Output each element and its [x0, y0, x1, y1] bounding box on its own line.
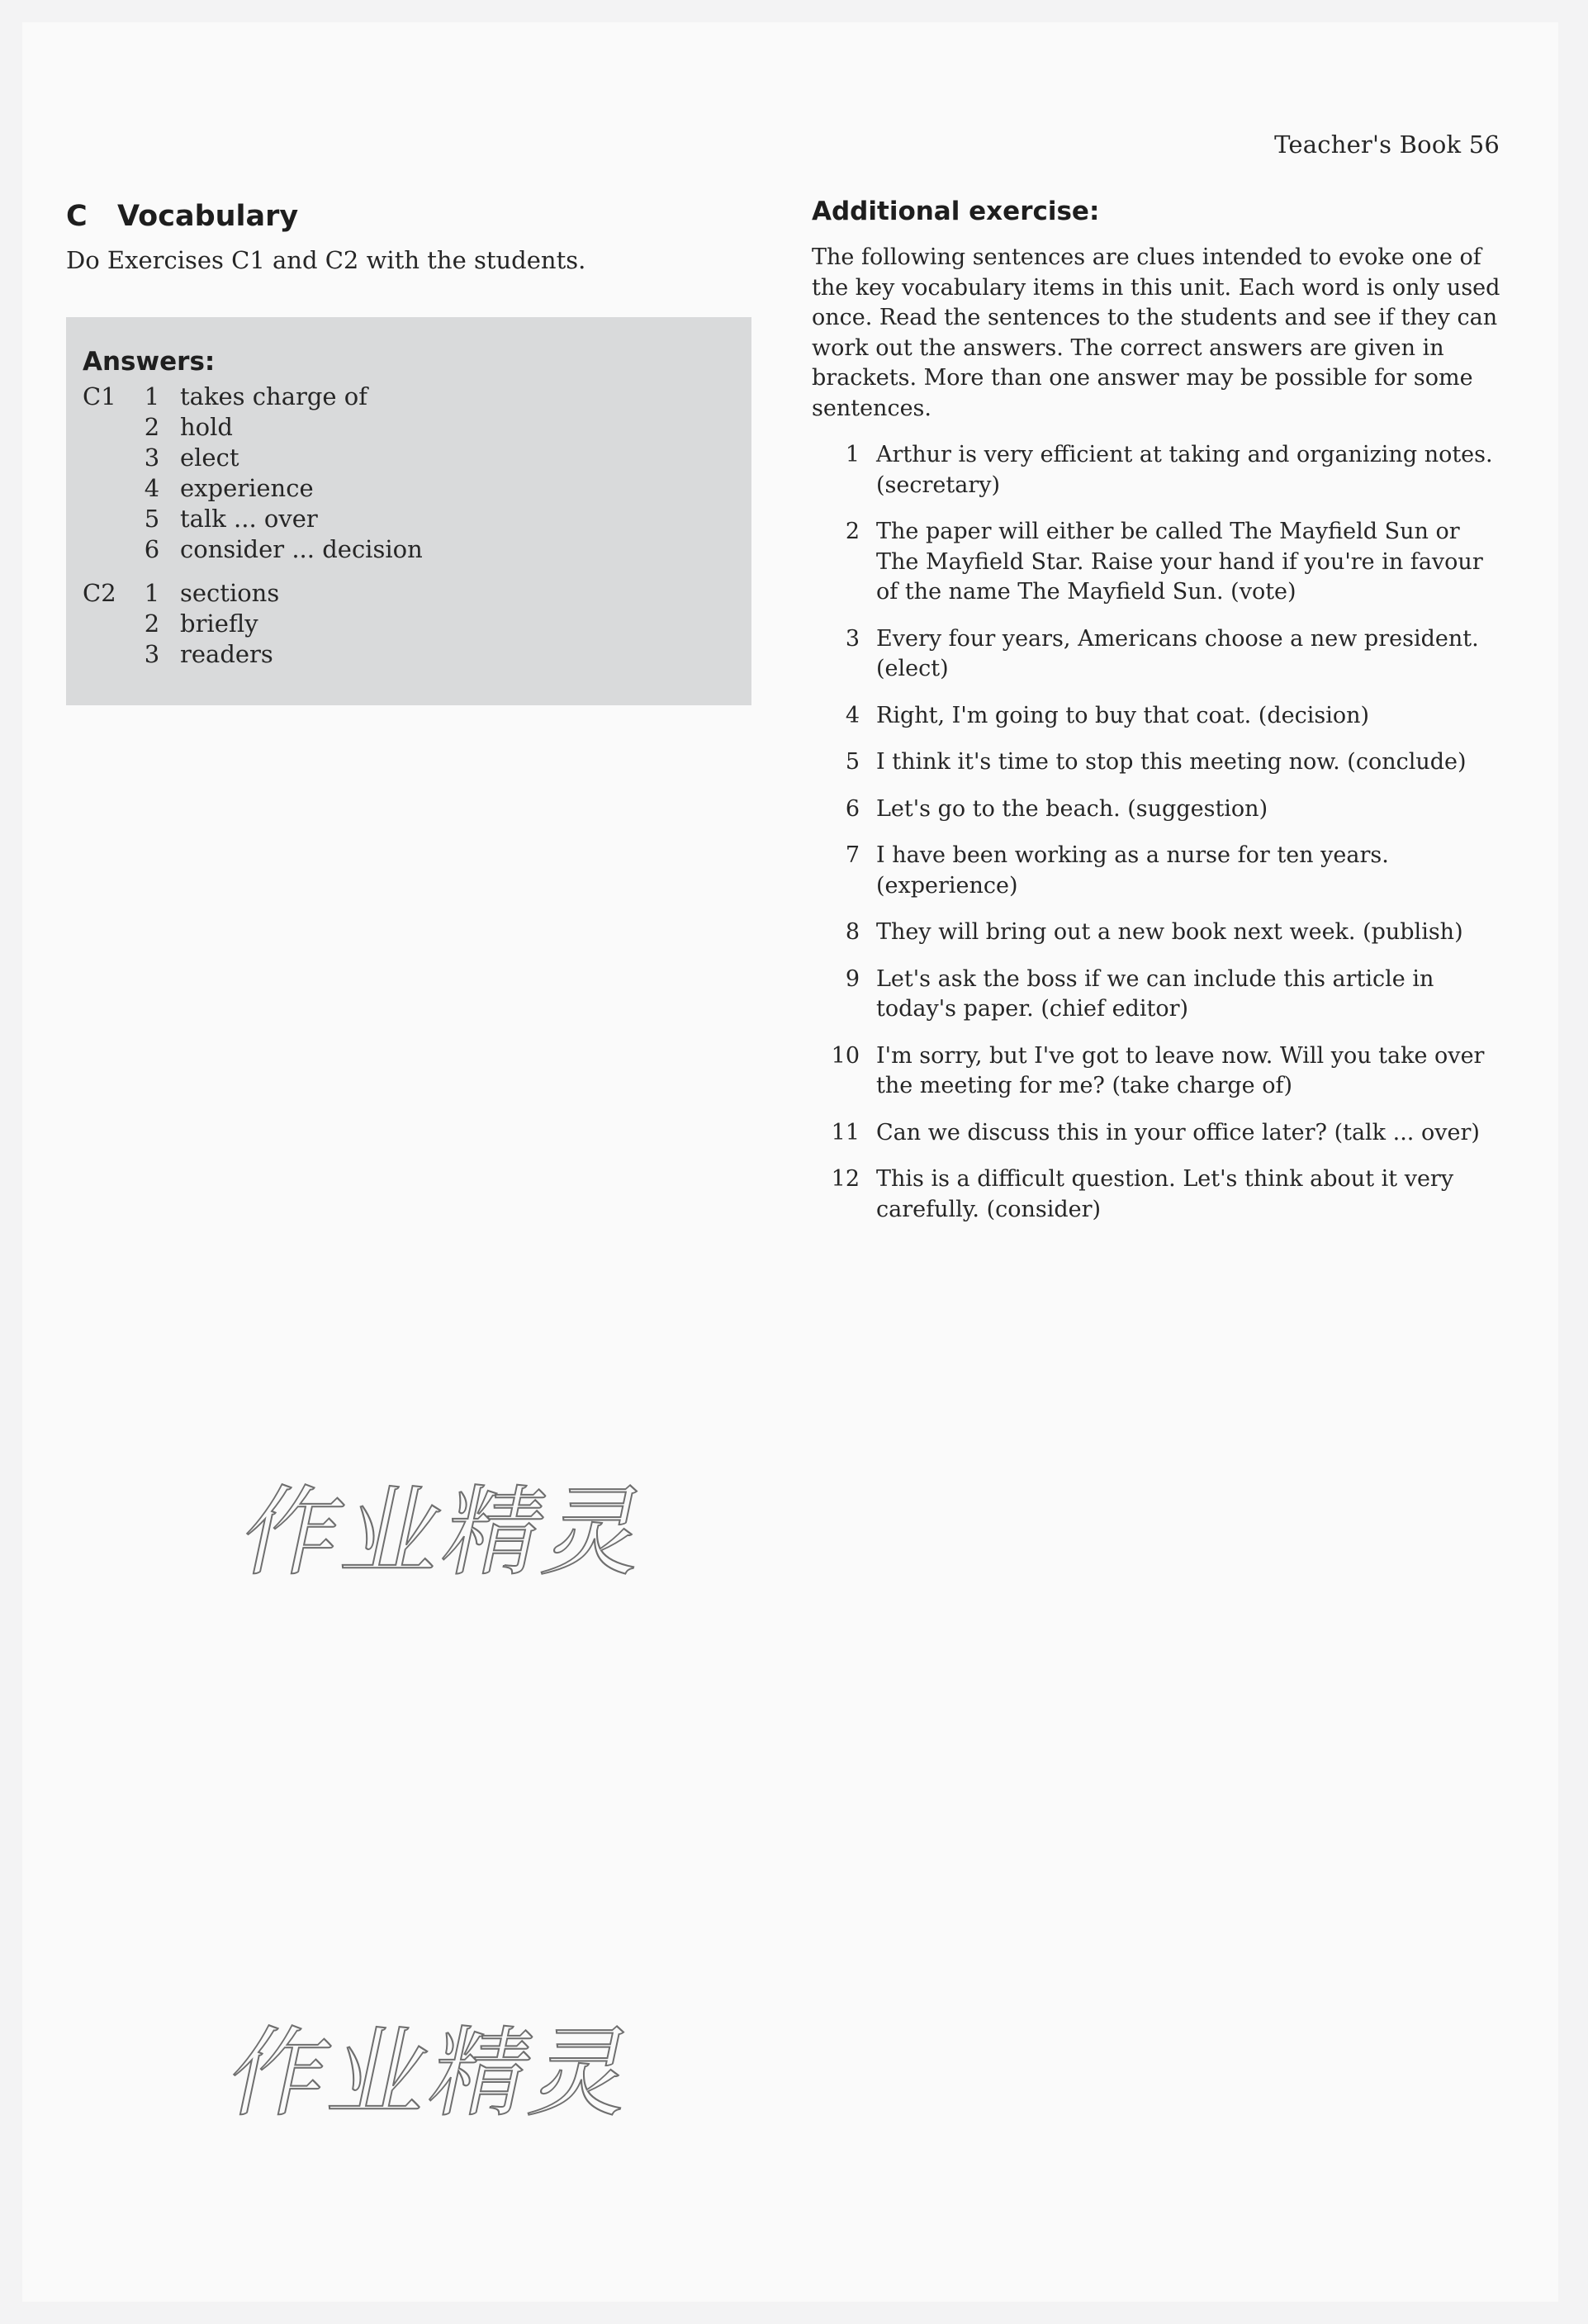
exercise-item — [812, 841, 1505, 901]
exercise-number: 6 — [845, 795, 860, 822]
answer-number: 1 — [144, 579, 160, 607]
answer-text: elect — [180, 443, 239, 472]
answer-number: 3 — [144, 443, 160, 472]
exercise-number: 9 — [845, 965, 860, 992]
exercise-number: 7 — [845, 842, 860, 868]
answer-text: sections — [180, 579, 280, 607]
answer-text: readers — [180, 640, 273, 668]
answer-text: experience — [180, 474, 314, 502]
watermark-text: 作业精灵 — [232, 1475, 660, 1589]
exercise-number: 12 — [831, 1166, 860, 1192]
exercise-number: 11 — [831, 1119, 860, 1145]
exercise-number: 10 — [831, 1042, 860, 1069]
exercise-text: Every four years, Americans choose a new president. (elect) — [876, 625, 1479, 681]
exercise-number: 8 — [845, 919, 860, 945]
answer-number: 4 — [144, 474, 160, 502]
exercise-text: Can we discuss this in your office later? (talk ... over) — [876, 1119, 1480, 1145]
answer-text: hold — [180, 413, 233, 441]
exercise-item — [812, 1164, 1505, 1225]
answer-row — [83, 578, 735, 609]
exercise-item — [812, 747, 1505, 778]
answer-row — [83, 609, 735, 639]
answer-row — [83, 504, 735, 534]
exercise-number: 1 — [845, 442, 860, 467]
exercise-number: 5 — [845, 749, 860, 775]
answer-number: 3 — [144, 640, 160, 668]
answer-row — [83, 382, 735, 412]
answer-text: takes charge of — [180, 382, 367, 410]
answer-group-c1 — [83, 382, 735, 565]
answer-row — [83, 443, 735, 473]
exercise-text: Let's ask the boss if we can include this article in today's paper. (chief editor) — [876, 965, 1434, 1022]
exercise-item — [812, 1041, 1505, 1102]
exercise-intro: The following sentences are clues intended to evoke one of the key vocabulary items in this unit. Each word is only used once. Read the sentences to the students and see if they can work out the answers. The correct answers are given in brackets. More than one answer may be possible for some sentences. — [812, 244, 1500, 421]
answer-number: 1 — [144, 382, 160, 410]
answer-number: 6 — [144, 535, 160, 563]
answer-text: briefly — [180, 609, 258, 638]
exercise-item — [812, 701, 1505, 732]
exercise-list — [812, 440, 1505, 1225]
section-heading — [66, 200, 751, 233]
section-intro: Do Exercises C1 and C2 with the students. — [66, 246, 586, 274]
exercise-text: I'm sorry, but I've got to leave now. Will you take over the meeting for me? (take charge of) — [876, 1042, 1485, 1098]
exercise-text: Arthur is very efficient at taking and organizing notes. (secretary) — [876, 442, 1493, 498]
exercise-item — [812, 624, 1505, 685]
exercise-text: They will bring out a new book next week. (publish) — [876, 919, 1463, 945]
exercise-number: 3 — [845, 625, 860, 652]
exercise-text: This is a difficult question. Let's think about it very carefully. (consider) — [876, 1166, 1454, 1222]
answer-group-c2 — [83, 578, 735, 670]
exercise-item — [812, 517, 1505, 608]
answer-number: 2 — [144, 413, 160, 441]
answers-box — [66, 317, 751, 705]
answer-text: talk ... over — [180, 505, 318, 533]
exercise-item — [812, 440, 1505, 500]
answer-row — [83, 534, 735, 565]
answers-heading: Answers: — [83, 347, 216, 377]
answer-row — [83, 473, 735, 504]
page-header: Teacher's Book 56 — [1274, 130, 1500, 159]
exercise-number: 2 — [845, 519, 860, 544]
exercise-item — [812, 794, 1505, 825]
section-title: Vocabulary — [117, 200, 299, 233]
additional-exercise-section — [812, 197, 1505, 1241]
answer-number: 5 — [144, 505, 160, 533]
vocabulary-section — [66, 200, 751, 705]
answer-text: consider ... decision — [180, 535, 423, 563]
group-label: C2 — [83, 579, 116, 607]
exercise-item — [812, 918, 1505, 948]
group-label: C1 — [83, 382, 116, 410]
exercise-item — [812, 1118, 1505, 1149]
answer-number: 2 — [144, 609, 160, 638]
exercise-text: Right, I'm going to buy that coat. (decision) — [876, 702, 1370, 728]
exercise-title: Additional exercise: — [812, 197, 1100, 226]
answer-row — [83, 412, 735, 443]
watermark-text: 作业精灵 — [219, 2016, 647, 2130]
exercise-text: I have been working as a nurse for ten years. (experience) — [876, 842, 1389, 899]
exercise-number: 4 — [845, 702, 860, 728]
section-letter: C — [66, 200, 88, 233]
exercise-item — [812, 965, 1505, 1025]
exercise-text: Let's go to the beach. (suggestion) — [876, 795, 1268, 822]
exercise-text: I think it's time to stop this meeting now. (conclude) — [876, 749, 1467, 775]
exercise-text: The paper will either be called The Mayfield Sun or The Mayfield Star. Raise your hand if you're in favour of the name The Mayfield Sun. (vote) — [876, 519, 1483, 605]
answer-row — [83, 639, 735, 670]
